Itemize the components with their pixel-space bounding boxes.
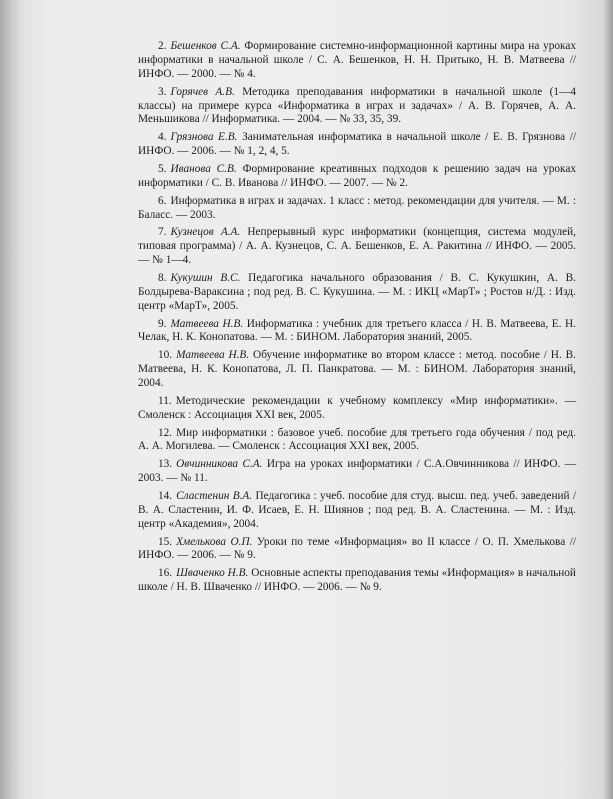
reference-entry (138, 490, 576, 532)
reference-number: 11. (158, 394, 172, 407)
reference-entry (138, 226, 576, 268)
reference-entry (138, 163, 576, 191)
reference-text: Обучение информатике во втором классе : метод. пособие / Н. В. Матвеева, Н. К. Конопатова, Л. П. Панкратова. — М. : БИНОМ. Лаборатория знаний, 2004. (138, 349, 577, 390)
reference-number: 9. (158, 317, 167, 330)
reference-author: Овчинникова С.А. (176, 458, 263, 471)
reference-author: Хмелькова О.П. (176, 535, 253, 548)
page-edge-shadow (603, 0, 613, 799)
reference-text: Основные аспекты преподавания темы «Информация» в начальной школе / Н. В. Шваченко // ИНФО. — 2006. — № 9. (138, 567, 576, 594)
reference-number: 4. (158, 131, 167, 144)
reference-number: 16. (158, 567, 173, 580)
reference-entry (138, 195, 576, 223)
reference-number: 13. (158, 458, 173, 471)
reference-text: Уроки по теме «Информация» во II классе / О. П. Хмелькова // ИНФО. — 2006. — № 9. (138, 535, 576, 562)
binding-shadow (0, 0, 22, 799)
reference-list (138, 40, 576, 599)
reference-text: Формирование системно-информационной картины мира на уроках информатики в начальной школе / С. А. Бешенков, Н. Н. Притыко, Н. В. Матвеева // ИНФО. — 2000. — № 4. (138, 40, 577, 80)
reference-text: Педагогика : учеб. пособие для студ. высш. пед. учеб. заведений / В. А. Сластенин, И. Ф. Исаев, Е. Н. Шиянов ; под ред. В. А. Сластенина. — М. : Изд. центр «Академия», 2004. (138, 489, 576, 530)
reference-number: 10. (158, 349, 173, 362)
reference-entry (138, 272, 576, 314)
reference-text: Информатика : учебник для третьего класса / Н. В. Матвеева, Е. Н. Челак, Н. К. Конопатова. — М. : БИНОМ. Лаборатория знаний, 2005. (138, 317, 576, 344)
reference-entry (138, 395, 576, 423)
reference-entry (138, 86, 576, 128)
reference-text: Педагогика начального образования / В. С. Кукушкин, А. В. Болдырева-Вараксина ; под ред. В. С. Кукушина. — М. : ИКЦ «МарТ» ; Ростов н/Д. : Изд. центр «МарТ», 2005. (138, 271, 576, 312)
reference-entry (138, 349, 576, 391)
reference-entry (138, 131, 576, 159)
reference-entry (138, 318, 576, 346)
reference-number: 12. (158, 426, 173, 439)
reference-text: Информатика в играх и задачах. 1 класс : метод. рекомендации для учителя. — М. : Баласс. — 2003. (138, 194, 576, 221)
reference-text: Непрерывный курс информатики (концепция, система модулей, типовая программа) / А. А. Кузнецов, С. А. Бешенков, Е. А. Ракитина // ИНФО. — 2005. — № 1—4. (138, 226, 576, 267)
reference-text: Мир информатики : базовое учеб. пособие для третьего года обучения / под ред. А. А. Могилева. — Смоленск : Ассоциация XXI век, 2005. (138, 426, 576, 453)
reference-entry (138, 427, 576, 455)
reference-author: Сластенин В.А. (176, 489, 253, 502)
reference-number: 8. (158, 271, 167, 284)
reference-author: Матвеева Н.В. (170, 317, 244, 330)
reference-number: 15. (158, 535, 173, 548)
reference-author: Кукушин В.С. (170, 271, 241, 284)
reference-number: 14. (158, 489, 173, 502)
reference-number: 2. (158, 40, 167, 52)
reference-number: 3. (158, 85, 167, 98)
reference-text: Формирование креативных подходов к решению задач на уроках информатики / С. В. Иванова // ИНФО. — 2007. — № 2. (138, 162, 576, 189)
reference-text: Методика преподавания информатики в начальной школе (1—4 классы) на примере курса «Информатика в играх и задачах» / А. В. Горячев, А. А. Меньшикова // Информатика. — 2004. — № 33, 35, 39. (138, 85, 577, 126)
reference-text: Методические рекомендации к учебному комплексу «Мир информатики». — Смоленск : Ассоциация XXI век, 2005. (138, 394, 576, 421)
reference-number: 7. (158, 226, 167, 239)
reference-entry (138, 40, 576, 82)
reference-text: Игра на уроках информатики / С.А.Овчинникова // ИНФО. — 2003. — № 11. (138, 458, 577, 485)
reference-number: 5. (158, 162, 167, 175)
reference-author: Грязнова Е.В. (170, 131, 238, 144)
reference-author: Матвеева Н.В. (176, 349, 250, 362)
reference-author: Бешенков С.А. (170, 40, 241, 52)
reference-author: Кузнецов А.А. (170, 226, 241, 239)
reference-author: Шваченко Н.В. (176, 567, 249, 580)
reference-entry (138, 458, 576, 486)
reference-text: Занимательная информатика в начальной школе / Е. В. Грязнова // ИНФО. — 2006. — № 1, 2, 4, 5. (138, 131, 576, 158)
reference-entry (138, 567, 576, 595)
reference-author: Иванова С.В. (170, 162, 237, 175)
reference-entry (138, 536, 576, 564)
reference-number: 6. (158, 194, 167, 207)
reference-author: Горячев А.В. (170, 85, 235, 98)
